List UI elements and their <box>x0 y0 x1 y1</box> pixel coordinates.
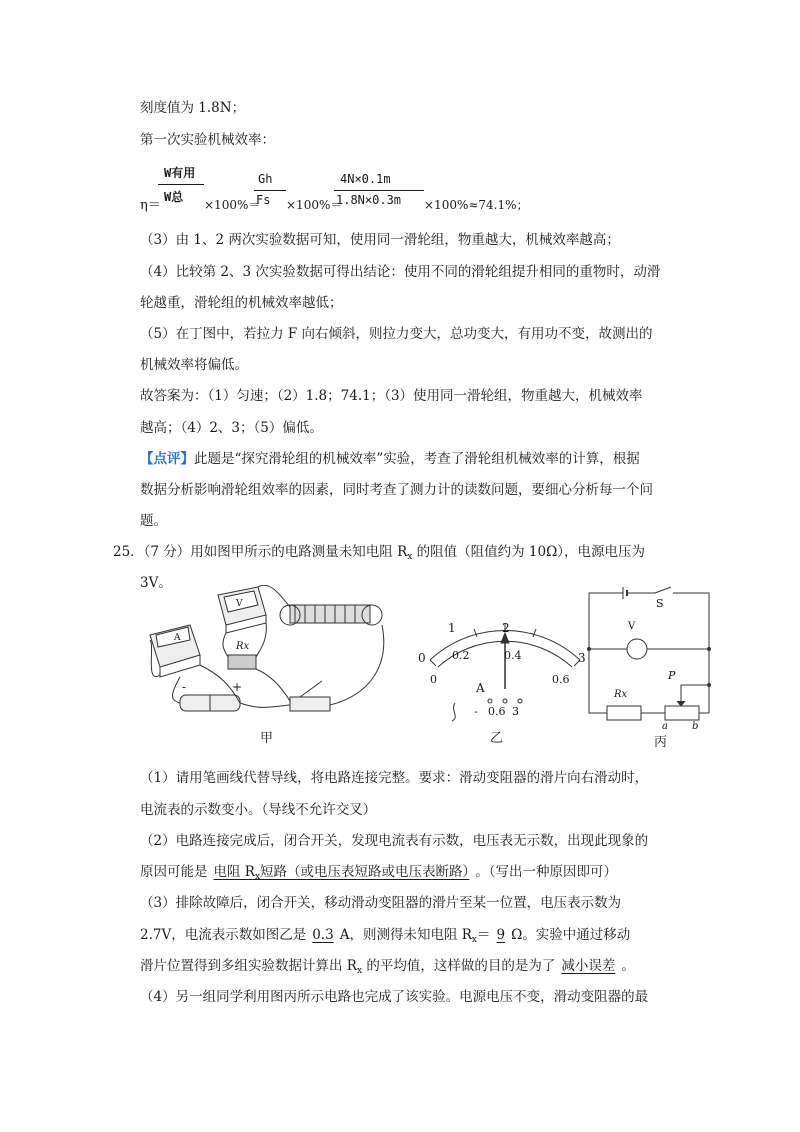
text-line <box>140 956 635 981</box>
numerator: 4N×0.1m <box>340 172 391 186</box>
text-line: （3）排除故障后，闭合开关，移动滑动变阻器的滑片至某一位置，电压表示数为 <box>140 895 622 911</box>
end-a-label: a <box>662 721 668 732</box>
answer-blank: 0.3 <box>312 927 334 943</box>
text-line: 越高；（4）2、3；（5）偏低。 <box>140 420 323 436</box>
answer-blank: 减小误差 <box>561 958 616 974</box>
caption-jia: 甲 <box>260 731 274 746</box>
terminal-3: 3 <box>512 705 519 718</box>
text-line: 刻度值为 1.8N； <box>140 100 246 116</box>
text-line: （5）在丁图中，若拉力 F 向右倾斜，则拉力变大，总功变大，有用功不变，故测出的 <box>140 326 653 342</box>
answer-blank: 9 <box>496 927 506 943</box>
dial-bottom-2: 0.4 <box>504 649 522 662</box>
battery-plus: + <box>232 680 243 694</box>
battery-minus: - <box>182 680 187 694</box>
circuit-schematic <box>585 585 715 725</box>
voltmeter-label: V <box>236 599 243 609</box>
end-b-label: b <box>692 721 699 732</box>
dial-unit: A <box>476 681 485 695</box>
result: ×100%≈74.1%； <box>424 198 529 212</box>
text-line: 题。 <box>140 513 167 529</box>
caption-yi: 乙 <box>490 731 504 746</box>
denominator: 1.8N×0.3m <box>336 193 402 207</box>
ammeter-label: A <box>174 633 181 643</box>
text-line: （2）电路连接完成后，闭合开关，发现电流表有示数，电压表无示数，出现此现象的 <box>140 833 649 849</box>
text: 原因可能是 <box>140 864 208 880</box>
times-100: ×100%＝ <box>204 198 261 212</box>
text: 2.7V，电流表示数如图乙是 <box>140 927 307 943</box>
terminal-minus: - <box>474 705 478 718</box>
text-line: （3）由 1、2 两次实验数据可知，使用同一滑轮组，物重越大，机械效率越高； <box>140 232 620 248</box>
dial-top-3: 3 <box>578 651 586 665</box>
text: ＝ <box>477 927 491 943</box>
ammeter-dial <box>410 585 590 725</box>
text-line: （1）请用笔画线代替导线，将电路连接完整。要求：滑动变阻器的滑片向右滑动时， <box>140 770 649 786</box>
q-text: 的阻值（阻值约为 10Ω），电源电压为 <box>412 544 646 560</box>
rx-label: Rx <box>236 641 250 652</box>
dial-bottom-0: 0 <box>430 673 437 686</box>
circuit-figure <box>140 585 715 750</box>
voltmeter-label: V <box>628 621 636 632</box>
dial-top-0: 0 <box>418 651 426 665</box>
text-line: 故答案为：（1）匀速；（2）1.8；74.1；（3）使用同一滑轮组，物重越大，机械效率 <box>140 388 643 404</box>
text-line: 机械效率将偏低。 <box>140 357 248 373</box>
eta-symbol: η＝ <box>140 198 161 213</box>
terminal-0-6: 0.6 <box>488 705 506 718</box>
comment-tag: 【点评】 <box>140 451 194 467</box>
question-25-title <box>113 542 645 567</box>
dial-top-1: 1 <box>448 621 456 635</box>
switch-label: S <box>656 597 664 610</box>
text-line: 3V。 <box>140 575 172 591</box>
slider-p-label: P <box>668 669 676 682</box>
dial-bottom-3: 0.6 <box>552 673 570 686</box>
subscript: x <box>471 935 477 945</box>
subscript: x <box>356 966 363 976</box>
times-100: ×100%＝ <box>286 198 343 212</box>
text: A，则测得未知电阻 R <box>339 927 472 943</box>
comment-text: 此题是“探究滑轮组的机械效率”实验，考查了滑轮组机械效率的计算，根据 <box>194 451 640 467</box>
text: 的平均值，这样做的目的是为了 <box>362 958 556 974</box>
w-total: W总 <box>164 190 184 204</box>
efficiency-formula <box>140 160 700 220</box>
fraction-bar <box>254 190 286 191</box>
text: 。（写出一种原因即可） <box>475 864 618 880</box>
fraction-bar <box>334 190 424 191</box>
rx-label: Rx <box>614 689 628 700</box>
text-line <box>140 862 617 887</box>
apparatus-diagram <box>140 585 400 725</box>
answer-blank: 电阻 $R_x$短路（或电压表短路或电压表断路） <box>213 864 470 882</box>
w-useful: W有用 <box>164 166 196 180</box>
dial-bottom-1: 0.2 <box>452 649 470 662</box>
text: 滑片位置得到多组实验数据计算出 R <box>140 958 357 974</box>
gh-numerator: Gh <box>258 172 273 186</box>
dial-top-2: 2 <box>502 621 510 635</box>
text-line: 第一次实验机械效率： <box>140 132 275 148</box>
text: Ω。实验中通过移动 <box>511 927 631 943</box>
caption-bing: 丙 <box>654 735 668 750</box>
text-line <box>140 925 630 950</box>
fraction-bar <box>158 184 204 185</box>
text-line: 电流表的示数变小。（导线不允许交叉） <box>140 802 377 818</box>
text-line: 轮越重，滑轮组的机械效率越低； <box>140 295 343 311</box>
text: 。 <box>621 958 635 974</box>
q-text: 25．（7 分）用如图甲所示的电路测量未知电阻 R <box>113 544 408 560</box>
text-line: （4）另一组同学利用图丙所示电路也完成了该实验。电源电压不变，滑动变阻器的最 <box>140 989 649 1005</box>
comment-line <box>140 449 640 469</box>
fs-denominator: Fs <box>256 193 271 207</box>
text-line: （4）比较第 2、3 次实验数据可得出结论：使用不同的滑轮组提升相同的重物时，动滑 <box>140 264 661 280</box>
text-line: 数据分析影响滑轮组效率的因素，同时考查了测力计的读数问题，要细心分析每一个问 <box>140 482 653 498</box>
subscript: x <box>407 552 413 562</box>
